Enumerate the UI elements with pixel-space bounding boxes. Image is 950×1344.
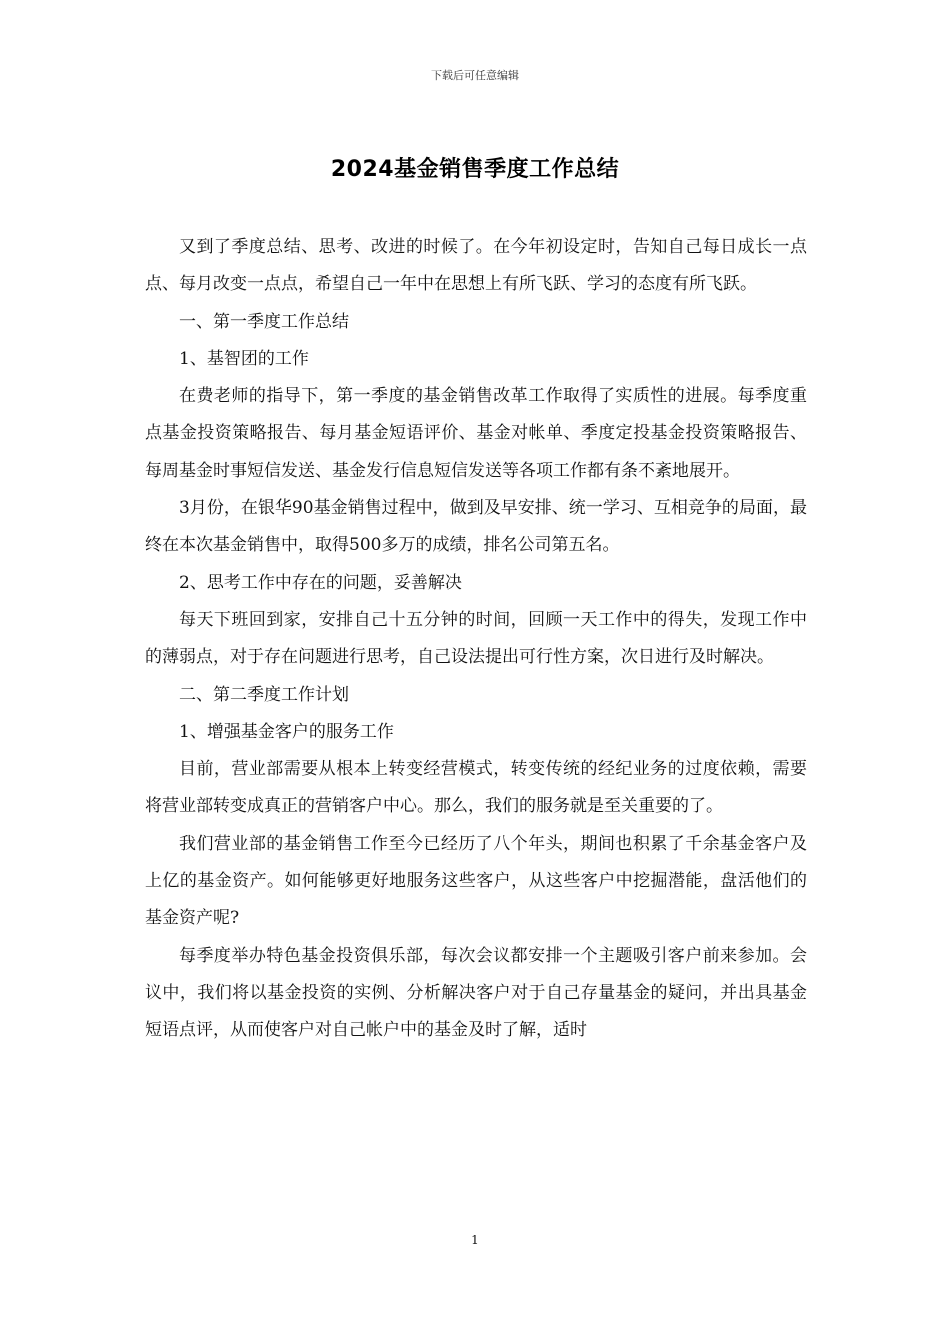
subheading-2-1: 1、增强基金客户的服务工作 <box>179 721 394 742</box>
section-heading-2: 二、第二季度工作计划 <box>179 684 349 705</box>
page-number: 1 <box>471 1233 479 1247</box>
paragraph: 目前，营业部需要从根本上转变经营模式，转变传统的经纪业务的过度依赖，需要将营业部转变成真正的营销客户中心。那么，我们的服务就是至关重要的了。 <box>145 759 807 817</box>
paragraph: 每天下班回到家，安排自己十五分钟的时间，回顾一天工作中的得失，发现工作中的薄弱点，对于存在问题进行思考，自己设法提出可行性方案，次日进行及时解决。 <box>145 609 807 668</box>
paragraph: 我们营业部的基金销售工作至今已经历了八个年头，期间也积累了千余基金客户及上亿的基金资产。如何能够更好地服务这些客户，从这些客户中挖掘潜能，盘活他们的基金资产呢? <box>145 833 807 929</box>
paragraph: 3月份，在银华90基金销售过程中，做到及早安排、统一学习、互相竞争的局面，最终在本次基金销售中，取得500多万的成绩，排名公司第五名。 <box>145 498 807 556</box>
section-heading-1: 一、第一季度工作总结 <box>179 311 349 332</box>
subheading-1-1: 1、基智团的工作 <box>179 348 309 369</box>
document-body <box>145 229 807 1050</box>
subheading-1-2: 2、思考工作中存在的问题，妥善解决 <box>179 572 462 593</box>
paragraph-intro: 又到了季度总结、思考、改进的时候了。在今年初设定时，告知自己每日成长一点点、每月改变一点点，希望自己一年中在思想上有所飞跃、学习的态度有所飞跃。 <box>145 237 807 295</box>
paragraph: 在费老师的指导下，第一季度的基金销售改革工作取得了实质性的进展。每季度重点基金投资策略报告、每月基金短语评价、基金对帐单、季度定投基金投资策略报告、每周基金时事短信发送、基金发行信息短信发送等各项工作都有条不紊地展开。 <box>145 386 807 481</box>
document-title: 2024基金销售季度工作总结 <box>330 157 620 182</box>
header-note: 下载后可任意编辑 <box>431 69 519 82</box>
paragraph: 每季度举办特色基金投资俱乐部，每次会议都安排一个主题吸引客户前来参加。会议中，我们将以基金投资的实例、分析解决客户对于自己存量基金的疑问，并出具基金短语点评，从而使客户对自己帐户中的基金及时了解，适时 <box>145 945 807 1041</box>
